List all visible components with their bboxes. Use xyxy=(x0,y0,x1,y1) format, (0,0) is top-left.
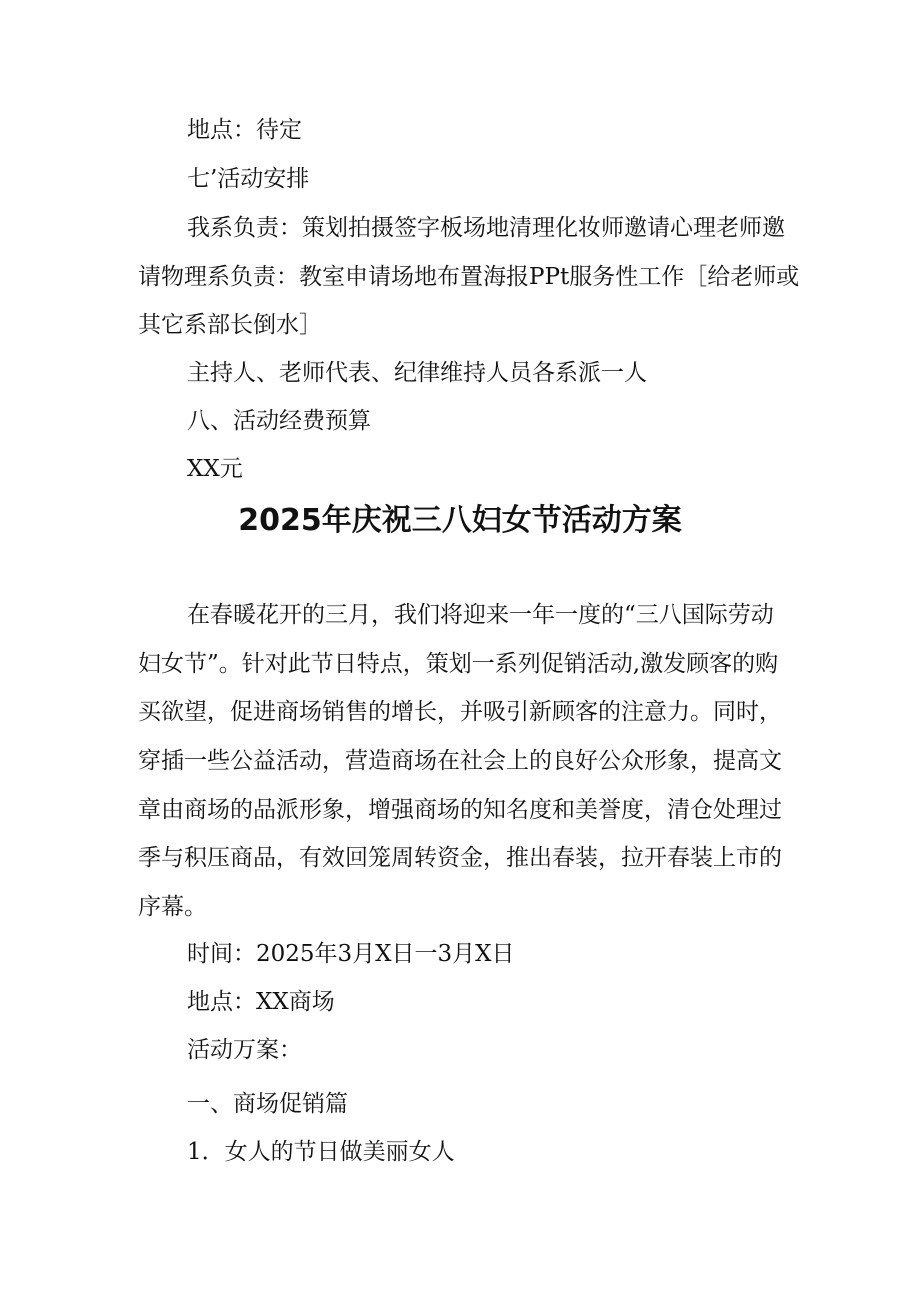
section-7-heading: 七’活动安排 xyxy=(187,166,310,192)
location-line: 地点：XX商场 xyxy=(187,989,335,1015)
intro-line-6: 季与积压商品，有效回笼周转资金，推出春装，拉开春装上市的 xyxy=(138,845,782,871)
staff-line: 主持人、老师代表、纪律维持人员各系派一人 xyxy=(187,360,647,386)
intro-line-5: 章由商场的品派形象，增强商场的知名度和美誉度，清仓处理过 xyxy=(138,797,782,823)
intro-line-4: 穿插一些公益活动，营造商场在社会上的良好公众形象，提高文 xyxy=(138,748,782,774)
budget-value: XX元 xyxy=(187,456,243,482)
section-8-heading: 八、活动经费预算 xyxy=(187,408,371,434)
location-tbd-line: 地点：待定 xyxy=(187,117,302,143)
intro-line-2: 妇女节”。针对此节日特点，策划一系列促销活动,激发顾客的购 xyxy=(138,651,779,677)
duties-line-1: 我系负责：策划拍摄签字板场地清理化妆师邀请心理老师邀 xyxy=(187,215,785,241)
intro-line-3: 买欲望，促进商场销售的增长，并吸引新顾客的注意力。同时， xyxy=(138,699,782,725)
duties-line-3: 其它系部长倒水］ xyxy=(138,312,322,338)
time-line: 时间：2025年3月X日一3月X日 xyxy=(187,941,515,967)
intro-line-7: 序幕。 xyxy=(138,894,207,920)
plan-label: 活动万案： xyxy=(187,1037,302,1063)
intro-line-1: 在春暖花开的三月，我们将迎来一年一度的“三八国际劳动 xyxy=(187,602,774,628)
section-1-heading: 一、商场促销篇 xyxy=(187,1091,348,1117)
item-1-heading: 1．女人的节日做美丽女人 xyxy=(187,1139,455,1165)
duties-line-2: 请物理系负责：教室申请场地布置海报PPt服务性工作［给老师或 xyxy=(138,264,800,290)
main-title: 2025年庆祝三八妇女节活动方案 xyxy=(238,503,682,538)
